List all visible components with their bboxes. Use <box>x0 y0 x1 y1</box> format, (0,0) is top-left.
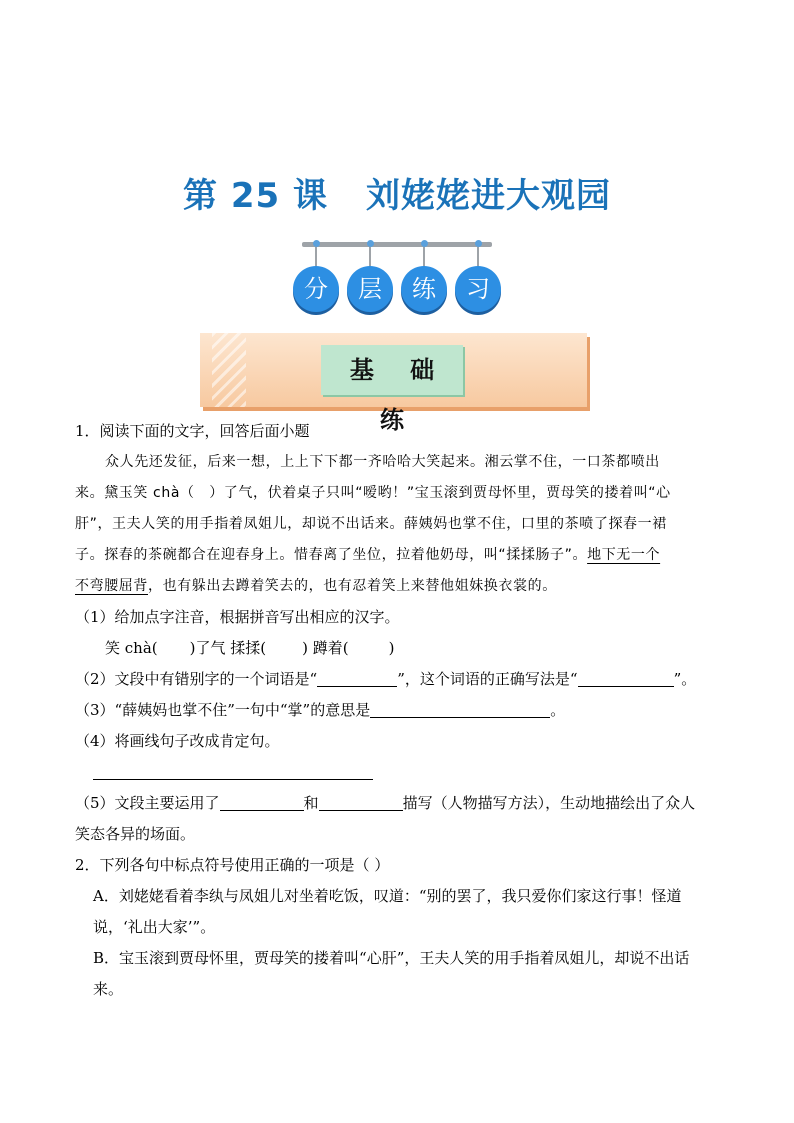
exercise-body <box>75 416 725 1005</box>
hanger-pin <box>367 240 374 247</box>
passage-line: 众人先还发征，后来一想，上上下下都一齐哈哈大笑起来。湘云掌不住，一口茶都喷出 <box>105 454 660 470</box>
page-title <box>0 168 794 217</box>
answer-space[interactable] <box>266 638 302 656</box>
question-text: ”。 <box>673 670 697 688</box>
pinyin-item: 笑 chà( <box>105 639 158 657</box>
q2-stem: 2．下列各句中标点符号使用正确的一项是（ ） <box>75 856 390 874</box>
passage-line <box>75 571 725 602</box>
passage-line: 来。黛玉笑 chà（ ）了气，伏着桌子只叫“嗳哟！”宝玉滚到贾母怀里，贾母笑的搂着叫“心 <box>75 485 671 501</box>
answer-blank[interactable] <box>317 668 397 687</box>
hanger-rod <box>302 242 492 247</box>
pinyin-items <box>75 633 725 664</box>
answer-blank[interactable] <box>220 792 304 811</box>
banner-stripe <box>212 333 246 407</box>
tag-circle: 习 <box>455 266 501 312</box>
answer-blank[interactable] <box>578 668 674 687</box>
sub-question-3 <box>75 695 725 726</box>
pinyin-item: )了气 揉揉( <box>189 639 267 657</box>
sub-question-1: （1）给加点字注音，根据拼音写出相应的汉字。 <box>75 608 400 626</box>
section-banner <box>200 333 587 434</box>
hanger-pin <box>313 240 320 247</box>
passage-text: ，也有躲出去蹲着笑去的，也有忍着笑上来替他姐妹换衣裳的。 <box>148 578 557 594</box>
answer-blank[interactable] <box>370 699 550 718</box>
answer-space[interactable] <box>349 638 389 656</box>
passage-line <box>75 540 725 571</box>
pinyin-item: ) 蹲着( <box>302 639 349 657</box>
question-text: （2）文段中有错别字的一个词语是“ <box>75 670 318 688</box>
q1-stem: 1．阅读下面的文字，回答后面小题 <box>75 422 310 440</box>
sub-question-4: （4）将画线句子改成肯定句。 <box>75 732 280 750</box>
sub-question-5 <box>75 788 725 819</box>
question-text: （5）文段主要运用了 <box>75 794 220 812</box>
question-text: 和 <box>303 794 319 812</box>
option-a-cont: 说，‘礼出大家’”。 <box>93 918 216 936</box>
passage-text: 子。探春的茶碗都合在迎春身上。惜春离了坐位，拉着他奶母，叫“揉揉肠子”。 <box>75 547 588 563</box>
question-text: 描写（人物描写方法），生动地描绘出了众人 <box>402 794 696 812</box>
lesson-name: 刘姥姥进大观园 <box>366 176 611 216</box>
sub-question-5-cont: 笑态各异的场面。 <box>75 825 196 843</box>
section-label: 基 础 练 <box>321 345 463 395</box>
answer-blank[interactable] <box>93 761 373 780</box>
lesson-number: 第 25 课 <box>183 176 328 216</box>
tag-circle: 分 <box>293 266 339 312</box>
underlined-sentence: 不弯腰屈背 <box>75 578 148 594</box>
pinyin-item: ) <box>388 639 395 657</box>
passage-line: 肝”，王夫人笑的用手指着凤姐儿，却说不出话来。薛姨妈也掌不住，口里的茶喷了探春一裙 <box>75 516 667 532</box>
tag-circle: 层 <box>347 266 393 312</box>
answer-line-row <box>75 757 725 788</box>
option-b-cont: 来。 <box>93 980 124 998</box>
answer-blank[interactable] <box>319 792 403 811</box>
answer-space[interactable] <box>158 638 190 656</box>
question-text: ”，这个词语的正确写法是“ <box>397 670 578 688</box>
question-text: 。 <box>550 701 566 719</box>
question-text: （3）“薛姨妈也掌不住”一句中“掌”的意思是 <box>75 701 371 719</box>
tag-circle: 练 <box>401 266 447 312</box>
underlined-sentence: 地下无一个 <box>587 547 661 563</box>
sub-question-2 <box>75 664 725 695</box>
hanger-pin <box>475 240 482 247</box>
option-b[interactable]: B．宝玉滚到贾母怀里，贾母笑的搂着叫“心肝”，王夫人笑的用手指着凤姐儿，却说不出话 <box>93 949 690 967</box>
hanger-pin <box>421 240 428 247</box>
option-a[interactable]: A．刘姥姥看着李纨与凤姐儿对坐着吃饭，叹道：“别的罢了，我只爱你们家这行事！怪道 <box>93 887 682 905</box>
